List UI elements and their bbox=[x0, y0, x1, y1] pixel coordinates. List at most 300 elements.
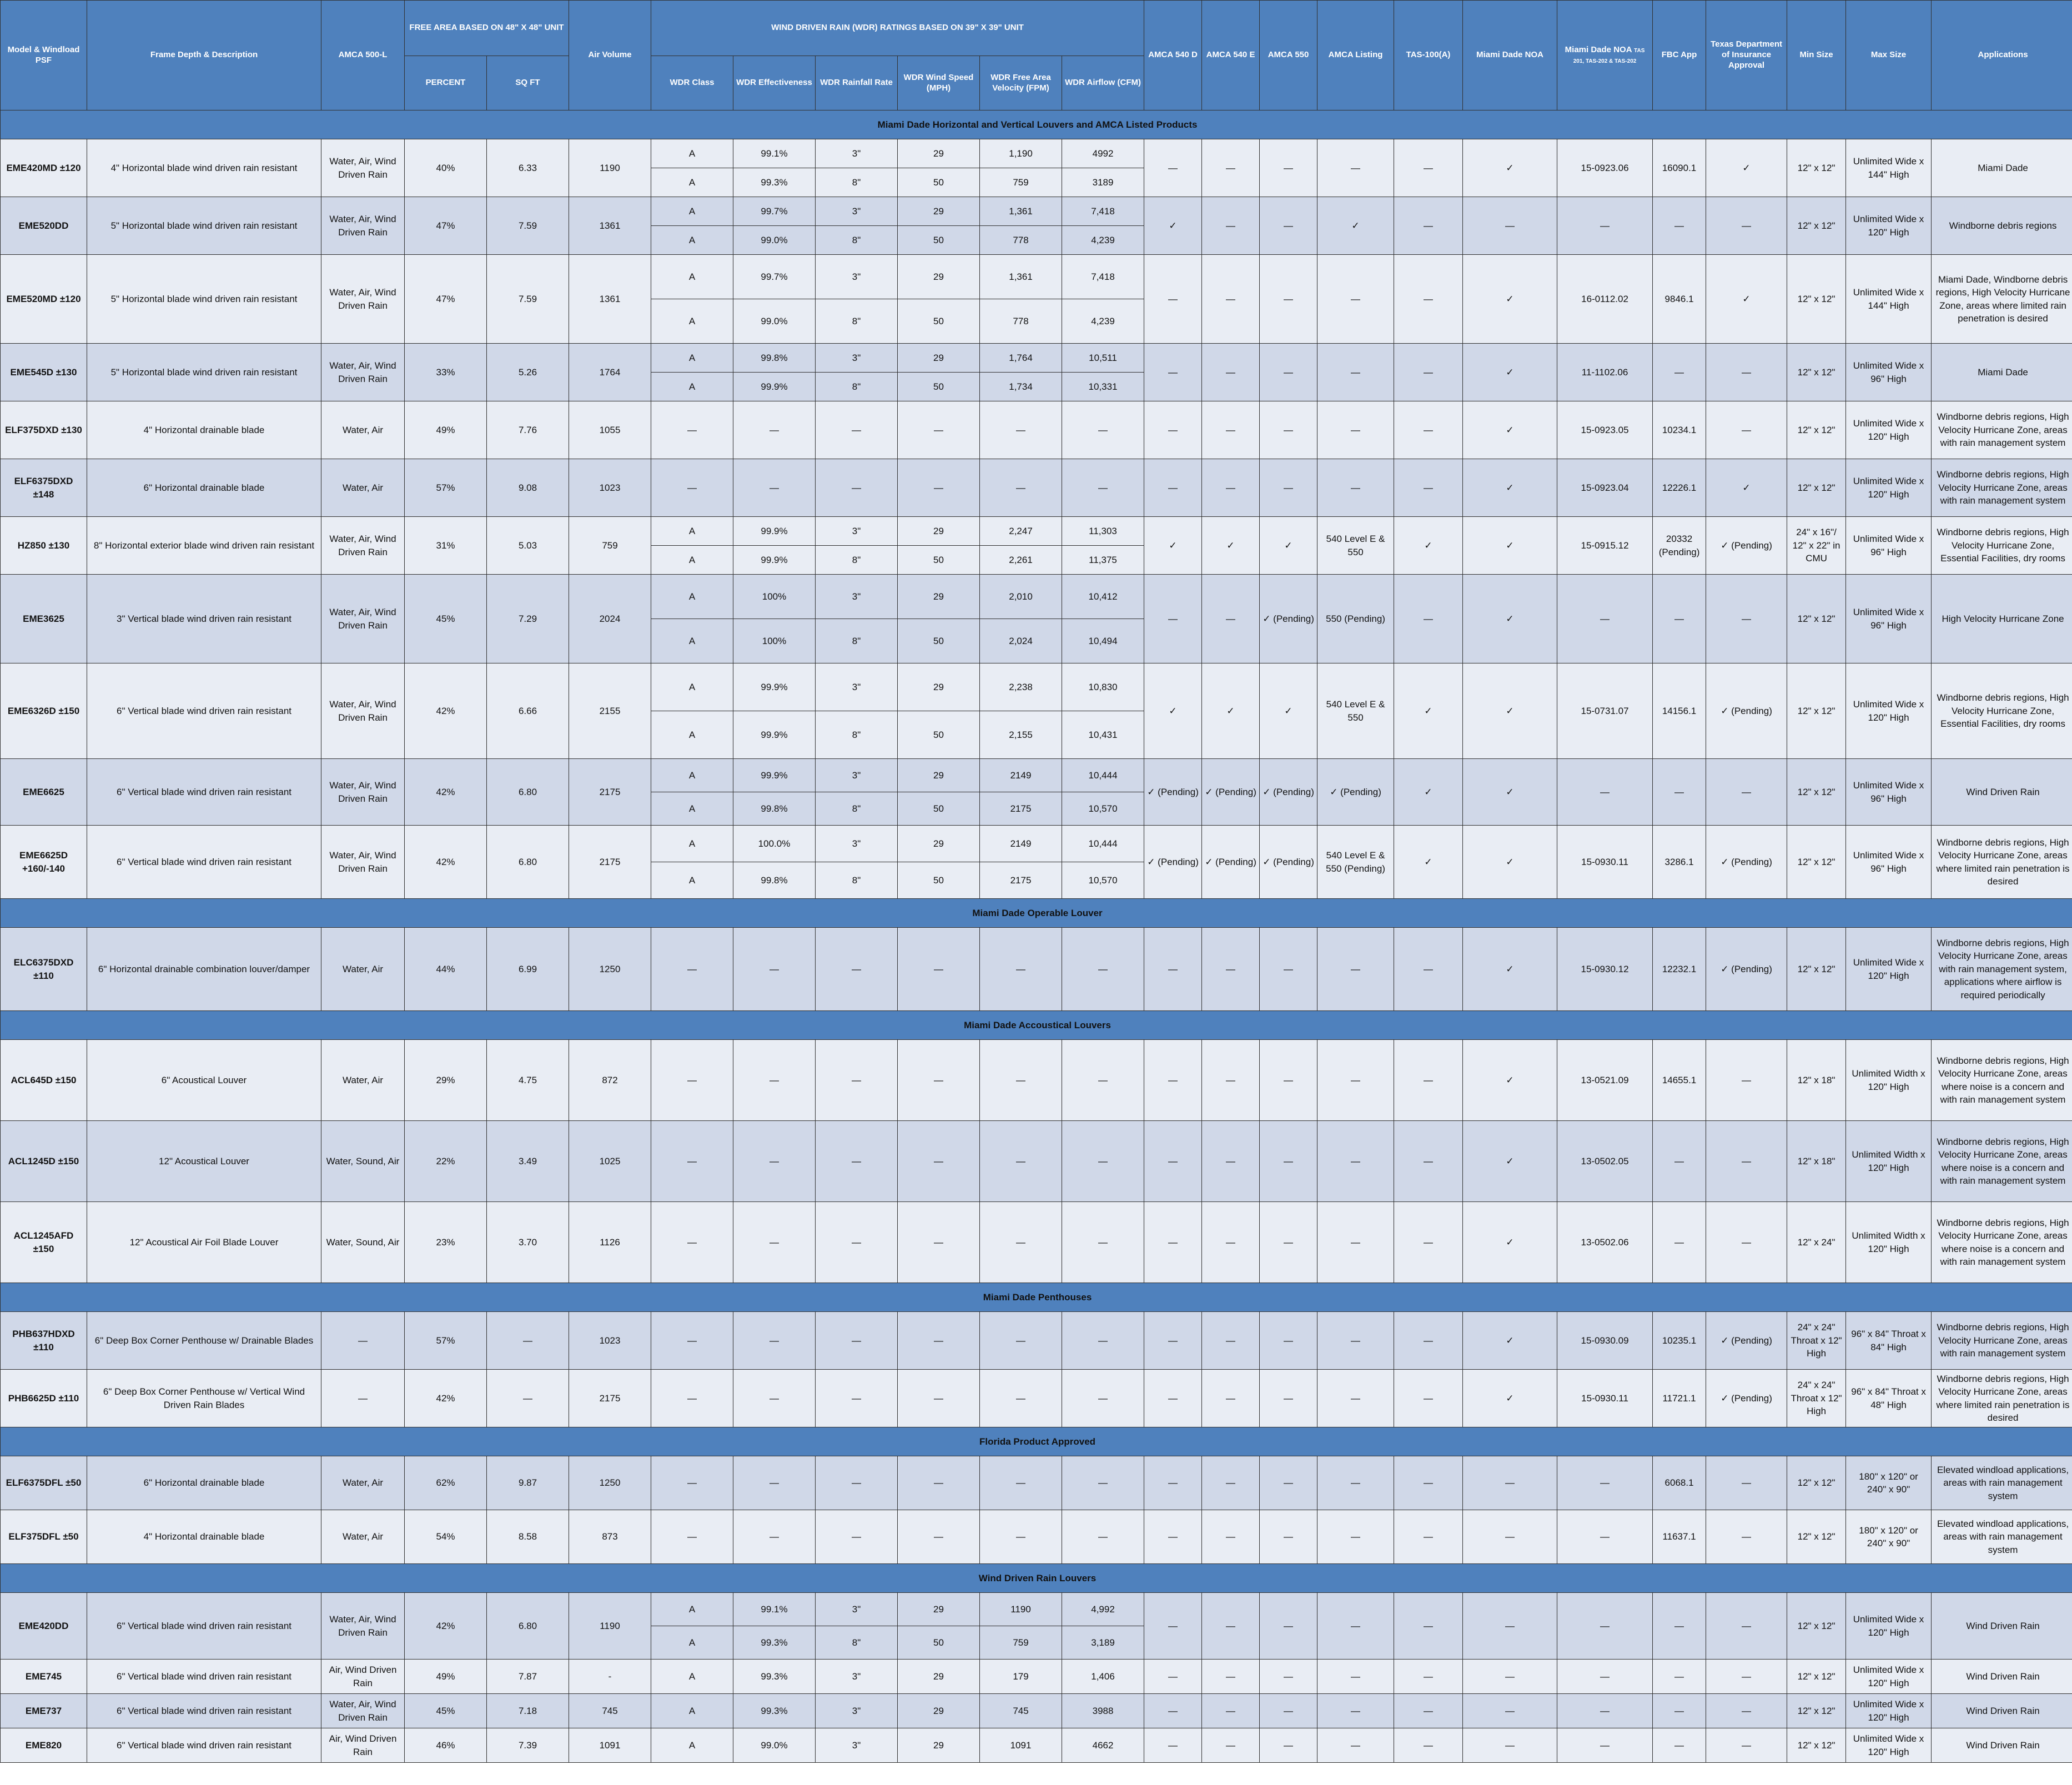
cell-noa: ✓ bbox=[1463, 663, 1557, 759]
cell-amca540d: ✓ bbox=[1144, 663, 1202, 759]
table-row bbox=[1, 1660, 2072, 1694]
cell-tdi: — bbox=[1706, 1510, 1787, 1564]
cell-amca540e: ✓ bbox=[1202, 663, 1260, 759]
cell-tdi: — bbox=[1706, 344, 1787, 401]
cell-wdr-class: A bbox=[651, 575, 733, 619]
cell-amca540d: ✓ (Pending) bbox=[1144, 759, 1202, 826]
cell-amca540d: — bbox=[1144, 139, 1202, 197]
cell-noa: ✓ bbox=[1463, 517, 1557, 575]
cell-tas100: — bbox=[1394, 401, 1463, 459]
cell-wdr-cfm: — bbox=[1062, 1370, 1144, 1427]
cell-max: 96" x 84" Throat x 48" High bbox=[1846, 1370, 1932, 1427]
cell-wdr-effectiveness: 99.9% bbox=[733, 711, 816, 759]
cell-amca500: — bbox=[321, 1312, 405, 1370]
cell-wdr-effectiveness: 99.9% bbox=[733, 759, 816, 792]
cell-tas100: — bbox=[1394, 928, 1463, 1011]
cell-air: 1361 bbox=[569, 197, 651, 255]
cell-wdr-class: — bbox=[651, 1121, 733, 1202]
cell-wdr-fpm: — bbox=[980, 928, 1062, 1011]
section-title: Miami Dade Penthouses bbox=[1, 1283, 2072, 1312]
cell-sqft: 5.26 bbox=[487, 344, 569, 401]
header-percent: PERCENT bbox=[405, 56, 487, 110]
cell-wdr-effectiveness: 99.9% bbox=[733, 517, 816, 546]
cell-wdr-cfm: 10,444 bbox=[1062, 759, 1144, 792]
cell-air: 2024 bbox=[569, 575, 651, 663]
cell-wdr-cfm: 7,418 bbox=[1062, 197, 1144, 226]
cell-wdr-cfm: 10,570 bbox=[1062, 792, 1144, 826]
section-row bbox=[1, 1011, 2072, 1040]
cell-amca540e: — bbox=[1202, 401, 1260, 459]
cell-fbc: — bbox=[1653, 1121, 1706, 1202]
cell-wdr-wind: — bbox=[898, 1510, 980, 1564]
cell-noa: ✓ bbox=[1463, 575, 1557, 663]
cell-sqft: 7.18 bbox=[487, 1694, 569, 1728]
cell-amca540e: — bbox=[1202, 1510, 1260, 1564]
cell-tas100: ✓ bbox=[1394, 826, 1463, 899]
cell-listing: ✓ bbox=[1317, 197, 1394, 255]
cell-wdr-rainfall: 8" bbox=[816, 299, 898, 344]
cell-frame: 4" Horizontal drainable blade bbox=[87, 401, 321, 459]
cell-noa: ✓ bbox=[1463, 344, 1557, 401]
header-md-noa: Miami Dade NOA bbox=[1463, 1, 1557, 110]
cell-wdr-rainfall: 3" bbox=[816, 344, 898, 373]
cell-percent: 40% bbox=[405, 139, 487, 197]
cell-amca540e: — bbox=[1202, 197, 1260, 255]
cell-amca550: — bbox=[1260, 344, 1317, 401]
cell-wdr-wind: 50 bbox=[898, 373, 980, 401]
cell-model: EME6625 bbox=[1, 759, 87, 826]
cell-wdr-effectiveness: 99.7% bbox=[733, 197, 816, 226]
cell-wdr-cfm: 10,331 bbox=[1062, 373, 1144, 401]
cell-max: 96" x 84" Throat x 84" High bbox=[1846, 1312, 1932, 1370]
cell-air: 1023 bbox=[569, 459, 651, 517]
cell-wdr-fpm: 1,734 bbox=[980, 373, 1062, 401]
cell-wdr-cfm: — bbox=[1062, 1312, 1144, 1370]
cell-wdr-fpm: 1190 bbox=[980, 1593, 1062, 1626]
cell-max: Unlimited Wide x 120" High bbox=[1846, 1660, 1932, 1694]
cell-wdr-class: — bbox=[651, 1040, 733, 1121]
cell-wdr-wind: 29 bbox=[898, 197, 980, 226]
cell-fbc: — bbox=[1653, 1593, 1706, 1660]
cell-listing: — bbox=[1317, 1593, 1394, 1660]
cell-amca540d: — bbox=[1144, 1312, 1202, 1370]
cell-wdr-wind: 29 bbox=[898, 517, 980, 546]
cell-percent: 54% bbox=[405, 1510, 487, 1564]
cell-frame: 6" Vertical blade wind driven rain resistant bbox=[87, 1694, 321, 1728]
cell-wdr-cfm: 10,494 bbox=[1062, 619, 1144, 663]
cell-sqft: 7.59 bbox=[487, 197, 569, 255]
cell-amca540e: ✓ bbox=[1202, 517, 1260, 575]
cell-wdr-fpm: — bbox=[980, 1510, 1062, 1564]
cell-max: 180" x 120" or 240" x 90" bbox=[1846, 1456, 1932, 1510]
cell-sqft: — bbox=[487, 1370, 569, 1427]
cell-amca540d: — bbox=[1144, 1040, 1202, 1121]
cell-wdr-effectiveness: — bbox=[733, 1456, 816, 1510]
table-row bbox=[1, 1593, 2072, 1626]
cell-wdr-wind: 29 bbox=[898, 1593, 980, 1626]
cell-amca500: Water, Air, Wind Driven Rain bbox=[321, 575, 405, 663]
cell-amca540d: — bbox=[1144, 1694, 1202, 1728]
cell-tdi: — bbox=[1706, 1121, 1787, 1202]
cell-frame: 12" Acoustical Louver bbox=[87, 1121, 321, 1202]
table-row bbox=[1, 1370, 2072, 1427]
cell-amca540d: — bbox=[1144, 1370, 1202, 1427]
cell-noa: ✓ bbox=[1463, 139, 1557, 197]
cell-wdr-cfm: 1,406 bbox=[1062, 1660, 1144, 1694]
cell-noa: ✓ bbox=[1463, 759, 1557, 826]
cell-amca500: Water, Air bbox=[321, 1510, 405, 1564]
cell-noa_tas: — bbox=[1557, 1510, 1653, 1564]
cell-listing: — bbox=[1317, 139, 1394, 197]
cell-percent: 45% bbox=[405, 1694, 487, 1728]
cell-noa: — bbox=[1463, 1694, 1557, 1728]
cell-noa_tas: — bbox=[1557, 759, 1653, 826]
cell-amca540e: ✓ (Pending) bbox=[1202, 759, 1260, 826]
cell-amca540e: — bbox=[1202, 1728, 1260, 1763]
cell-wdr-wind: 29 bbox=[898, 1660, 980, 1694]
cell-wdr-cfm: 10,511 bbox=[1062, 344, 1144, 373]
cell-amca540e: — bbox=[1202, 139, 1260, 197]
cell-apps: Wind Driven Rain bbox=[1932, 1694, 2072, 1728]
cell-wdr-wind: — bbox=[898, 928, 980, 1011]
header-applications: Applications bbox=[1932, 1, 2072, 110]
cell-amca540e: — bbox=[1202, 1202, 1260, 1283]
cell-wdr-rainfall: 3" bbox=[816, 517, 898, 546]
cell-wdr-wind: — bbox=[898, 1040, 980, 1121]
cell-amca540d: — bbox=[1144, 1121, 1202, 1202]
cell-apps: Windborne debris regions, High Velocity Hurricane Zone, areas where noise is a concern and with rain management system bbox=[1932, 1121, 2072, 1202]
cell-air: 1023 bbox=[569, 1312, 651, 1370]
header-wdr-group: WIND DRIVEN RAIN (WDR) RATINGS BASED ON 39" X 39" UNIT bbox=[651, 1, 1144, 56]
cell-noa: ✓ bbox=[1463, 928, 1557, 1011]
cell-apps: Wind Driven Rain bbox=[1932, 759, 2072, 826]
cell-wdr-cfm: 10,570 bbox=[1062, 862, 1144, 899]
cell-wdr-rainfall: 3" bbox=[816, 575, 898, 619]
cell-wdr-cfm: 10,444 bbox=[1062, 826, 1144, 862]
cell-wdr-fpm: — bbox=[980, 459, 1062, 517]
cell-amca550: — bbox=[1260, 1312, 1317, 1370]
cell-wdr-rainfall: 8" bbox=[816, 226, 898, 255]
cell-max: Unlimited Wide x 120" High bbox=[1846, 663, 1932, 759]
cell-wdr-effectiveness: 99.8% bbox=[733, 792, 816, 826]
cell-wdr-fpm: 759 bbox=[980, 1626, 1062, 1660]
cell-fbc: 12232.1 bbox=[1653, 928, 1706, 1011]
cell-min: 24" x 16"/ 12" x 22" in CMU bbox=[1787, 517, 1846, 575]
cell-model: EME520DD bbox=[1, 197, 87, 255]
cell-sqft: 7.29 bbox=[487, 575, 569, 663]
cell-sqft: 7.87 bbox=[487, 1660, 569, 1694]
cell-model: EME745 bbox=[1, 1660, 87, 1694]
cell-percent: 42% bbox=[405, 1370, 487, 1427]
cell-wdr-effectiveness: 99.3% bbox=[733, 1626, 816, 1660]
cell-amca540d: — bbox=[1144, 255, 1202, 344]
cell-frame: 6" Vertical blade wind driven rain resistant bbox=[87, 1660, 321, 1694]
cell-min: 12" x 12" bbox=[1787, 1510, 1846, 1564]
cell-noa: ✓ bbox=[1463, 459, 1557, 517]
cell-wdr-wind: 29 bbox=[898, 1728, 980, 1763]
cell-wdr-fpm: 2149 bbox=[980, 759, 1062, 792]
header-amca550: AMCA 550 bbox=[1260, 1, 1317, 110]
cell-amca540d: — bbox=[1144, 1593, 1202, 1660]
cell-sqft: 6.80 bbox=[487, 759, 569, 826]
cell-wdr-effectiveness: 99.8% bbox=[733, 862, 816, 899]
cell-wdr-wind: 29 bbox=[898, 663, 980, 711]
cell-min: 12" x 18" bbox=[1787, 1121, 1846, 1202]
cell-wdr-fpm: 2,024 bbox=[980, 619, 1062, 663]
cell-wdr-class: A bbox=[651, 1660, 733, 1694]
cell-wdr-wind: — bbox=[898, 459, 980, 517]
cell-tas100: — bbox=[1394, 1593, 1463, 1660]
cell-min: 12" x 12" bbox=[1787, 401, 1846, 459]
cell-wdr-fpm: — bbox=[980, 401, 1062, 459]
cell-apps: Windborne debris regions, High Velocity Hurricane Zone, areas with rain management system bbox=[1932, 401, 2072, 459]
cell-amca540e: — bbox=[1202, 344, 1260, 401]
cell-sqft: 6.80 bbox=[487, 1593, 569, 1660]
cell-noa_tas: — bbox=[1557, 575, 1653, 663]
cell-wdr-effectiveness: — bbox=[733, 1510, 816, 1564]
cell-min: 12" x 18" bbox=[1787, 1040, 1846, 1121]
cell-wdr-effectiveness: — bbox=[733, 1370, 816, 1427]
cell-tdi: — bbox=[1706, 1202, 1787, 1283]
cell-max: Unlimited Wide x 120" High bbox=[1846, 1694, 1932, 1728]
cell-tdi: — bbox=[1706, 1456, 1787, 1510]
cell-air: 873 bbox=[569, 1510, 651, 1564]
header-free-area: FREE AREA BASED ON 48" X 48" UNIT bbox=[405, 1, 569, 56]
cell-listing: — bbox=[1317, 1370, 1394, 1427]
cell-wdr-class: A bbox=[651, 759, 733, 792]
cell-min: 12" x 12" bbox=[1787, 759, 1846, 826]
cell-percent: 22% bbox=[405, 1121, 487, 1202]
table-row bbox=[1, 1510, 2072, 1564]
cell-wdr-effectiveness: 99.9% bbox=[733, 546, 816, 575]
cell-wdr-effectiveness: 99.8% bbox=[733, 344, 816, 373]
cell-sqft: — bbox=[487, 1312, 569, 1370]
cell-apps: Windborne debris regions, High Velocity Hurricane Zone, areas with rain management system, applications where airflow is required periodically bbox=[1932, 928, 2072, 1011]
cell-max: Unlimited Wide x 96" High bbox=[1846, 826, 1932, 899]
cell-wdr-class: A bbox=[651, 1593, 733, 1626]
cell-tdi: ✓ bbox=[1706, 459, 1787, 517]
cell-noa_tas: 15-0915.12 bbox=[1557, 517, 1653, 575]
cell-amca500: Water, Air, Wind Driven Rain bbox=[321, 517, 405, 575]
cell-wdr-rainfall: 3" bbox=[816, 255, 898, 299]
cell-wdr-wind: — bbox=[898, 1312, 980, 1370]
cell-apps: Miami Dade, Windborne debris regions, High Velocity Hurricane Zone, areas where limited rain penetration is desired bbox=[1932, 255, 2072, 344]
cell-sqft: 7.76 bbox=[487, 401, 569, 459]
cell-wdr-wind: 50 bbox=[898, 299, 980, 344]
section-row bbox=[1, 110, 2072, 139]
header-wdr-fpm: WDR Free Area Velocity (FPM) bbox=[980, 56, 1062, 110]
cell-wdr-wind: 29 bbox=[898, 1694, 980, 1728]
cell-model: EME420DD bbox=[1, 1593, 87, 1660]
cell-model: ELC6375DXD ±110 bbox=[1, 928, 87, 1011]
cell-listing: — bbox=[1317, 1121, 1394, 1202]
cell-wdr-fpm: 1,764 bbox=[980, 344, 1062, 373]
cell-model: EME820 bbox=[1, 1728, 87, 1763]
cell-tdi: — bbox=[1706, 197, 1787, 255]
cell-wdr-effectiveness: 99.1% bbox=[733, 139, 816, 168]
cell-amca500: Water, Air bbox=[321, 928, 405, 1011]
cell-tas100: — bbox=[1394, 1456, 1463, 1510]
cell-apps: Windborne debris regions, High Velocity Hurricane Zone, areas with rain management system bbox=[1932, 459, 2072, 517]
cell-sqft: 6.80 bbox=[487, 826, 569, 899]
cell-amca540e: — bbox=[1202, 575, 1260, 663]
cell-percent: 57% bbox=[405, 459, 487, 517]
cell-percent: 44% bbox=[405, 928, 487, 1011]
cell-wdr-rainfall: — bbox=[816, 401, 898, 459]
cell-amca550: — bbox=[1260, 197, 1317, 255]
section-row bbox=[1, 1427, 2072, 1456]
cell-amca500: Water, Air, Wind Driven Rain bbox=[321, 1593, 405, 1660]
cell-wdr-fpm: 2175 bbox=[980, 792, 1062, 826]
cell-amca500: Air, Wind Driven Rain bbox=[321, 1728, 405, 1763]
cell-air: 1764 bbox=[569, 344, 651, 401]
cell-percent: 31% bbox=[405, 517, 487, 575]
table-row bbox=[1, 1040, 2072, 1121]
cell-wdr-effectiveness: — bbox=[733, 928, 816, 1011]
cell-amca500: Water, Air, Wind Driven Rain bbox=[321, 663, 405, 759]
cell-tdi: ✓ bbox=[1706, 139, 1787, 197]
cell-noa_tas: — bbox=[1557, 1694, 1653, 1728]
cell-noa: — bbox=[1463, 1660, 1557, 1694]
cell-wdr-rainfall: 8" bbox=[816, 792, 898, 826]
cell-wdr-effectiveness: — bbox=[733, 1312, 816, 1370]
cell-air: 872 bbox=[569, 1040, 651, 1121]
cell-tas100: — bbox=[1394, 1728, 1463, 1763]
cell-wdr-cfm: — bbox=[1062, 928, 1144, 1011]
cell-fbc: 12226.1 bbox=[1653, 459, 1706, 517]
header-md-noa-tas-small: TAS 201, TAS-202 & TAS-202 bbox=[1573, 47, 1645, 64]
cell-wdr-effectiveness: 99.0% bbox=[733, 1728, 816, 1763]
cell-air: 1091 bbox=[569, 1728, 651, 1763]
header-min-size: Min Size bbox=[1787, 1, 1846, 110]
cell-wdr-cfm: — bbox=[1062, 1202, 1144, 1283]
cell-sqft: 9.08 bbox=[487, 459, 569, 517]
cell-frame: 5" Horizontal blade wind driven rain resistant bbox=[87, 255, 321, 344]
cell-noa: ✓ bbox=[1463, 1202, 1557, 1283]
table-row bbox=[1, 928, 2072, 1011]
cell-wdr-class: — bbox=[651, 401, 733, 459]
cell-amca550: — bbox=[1260, 1694, 1317, 1728]
cell-wdr-wind: — bbox=[898, 1456, 980, 1510]
cell-wdr-wind: 29 bbox=[898, 759, 980, 792]
section-row bbox=[1, 1564, 2072, 1593]
cell-tas100: ✓ bbox=[1394, 759, 1463, 826]
cell-apps: Miami Dade bbox=[1932, 344, 2072, 401]
cell-wdr-rainfall: 3" bbox=[816, 1694, 898, 1728]
cell-max: Unlimited Width x 120" High bbox=[1846, 1202, 1932, 1283]
cell-amca540e: — bbox=[1202, 1040, 1260, 1121]
header-amca540e: AMCA 540 E bbox=[1202, 1, 1260, 110]
cell-wdr-class: A bbox=[651, 226, 733, 255]
cell-min: 12" x 12" bbox=[1787, 197, 1846, 255]
cell-air: 1250 bbox=[569, 928, 651, 1011]
cell-amca550: — bbox=[1260, 1121, 1317, 1202]
header-amca500: AMCA 500-L bbox=[321, 1, 405, 110]
cell-amca550: — bbox=[1260, 1456, 1317, 1510]
header-wdr-wind: WDR Wind Speed (MPH) bbox=[898, 56, 980, 110]
cell-air: 2175 bbox=[569, 759, 651, 826]
cell-listing: — bbox=[1317, 1660, 1394, 1694]
cell-model: ACL645D ±150 bbox=[1, 1040, 87, 1121]
cell-amca540d: — bbox=[1144, 1456, 1202, 1510]
cell-tdi: ✓ (Pending) bbox=[1706, 928, 1787, 1011]
cell-listing: — bbox=[1317, 1510, 1394, 1564]
table-row bbox=[1, 663, 2072, 711]
cell-noa_tas: — bbox=[1557, 197, 1653, 255]
cell-wdr-rainfall: 3" bbox=[816, 759, 898, 792]
cell-wdr-wind: 29 bbox=[898, 826, 980, 862]
cell-amca540d: ✓ bbox=[1144, 197, 1202, 255]
table-body bbox=[1, 110, 2072, 1763]
cell-fbc: 14655.1 bbox=[1653, 1040, 1706, 1121]
cell-model: PHB6625D ±110 bbox=[1, 1370, 87, 1427]
cell-wdr-rainfall: — bbox=[816, 459, 898, 517]
cell-percent: 62% bbox=[405, 1456, 487, 1510]
cell-amca500: Water, Air, Wind Driven Rain bbox=[321, 197, 405, 255]
cell-wdr-cfm: — bbox=[1062, 1510, 1144, 1564]
cell-noa_tas: 15-0930.11 bbox=[1557, 826, 1653, 899]
cell-amca540d: — bbox=[1144, 575, 1202, 663]
cell-min: 12" x 12" bbox=[1787, 1660, 1846, 1694]
header-sqft: SQ FT bbox=[487, 56, 569, 110]
cell-model: PHB637HDXD ±110 bbox=[1, 1312, 87, 1370]
cell-tdi: — bbox=[1706, 575, 1787, 663]
cell-amca550: — bbox=[1260, 1660, 1317, 1694]
cell-apps: Wind Driven Rain bbox=[1932, 1660, 2072, 1694]
cell-fbc: — bbox=[1653, 1728, 1706, 1763]
cell-wdr-class: A bbox=[651, 546, 733, 575]
cell-air: 1361 bbox=[569, 255, 651, 344]
cell-frame: 3" Vertical blade wind driven rain resistant bbox=[87, 575, 321, 663]
cell-min: 12" x 12" bbox=[1787, 1456, 1846, 1510]
cell-min: 12" x 12" bbox=[1787, 344, 1846, 401]
cell-wdr-effectiveness: 100.0% bbox=[733, 826, 816, 862]
cell-fbc: — bbox=[1653, 1202, 1706, 1283]
cell-apps: Wind Driven Rain bbox=[1932, 1728, 2072, 1763]
cell-apps: High Velocity Hurricane Zone bbox=[1932, 575, 2072, 663]
cell-percent: 42% bbox=[405, 759, 487, 826]
cell-model: HZ850 ±130 bbox=[1, 517, 87, 575]
section-row bbox=[1, 899, 2072, 928]
cell-max: 180" x 120" or 240" x 90" bbox=[1846, 1510, 1932, 1564]
cell-max: Unlimited Wide x 96" High bbox=[1846, 517, 1932, 575]
table-row bbox=[1, 1456, 2072, 1510]
cell-percent: 49% bbox=[405, 401, 487, 459]
cell-wdr-rainfall: 3" bbox=[816, 1660, 898, 1694]
cell-wdr-fpm: 2,247 bbox=[980, 517, 1062, 546]
cell-wdr-rainfall: — bbox=[816, 1456, 898, 1510]
cell-amca540e: ✓ (Pending) bbox=[1202, 826, 1260, 899]
cell-frame: 6" Horizontal drainable combination louver/damper bbox=[87, 928, 321, 1011]
cell-amca540e: — bbox=[1202, 255, 1260, 344]
cell-fbc: 9846.1 bbox=[1653, 255, 1706, 344]
cell-wdr-fpm: — bbox=[980, 1456, 1062, 1510]
cell-noa_tas: — bbox=[1557, 1728, 1653, 1763]
cell-amca540e: — bbox=[1202, 459, 1260, 517]
table-row bbox=[1, 139, 2072, 168]
header-wdr-rainfall: WDR Rainfall Rate bbox=[816, 56, 898, 110]
cell-apps: Miami Dade bbox=[1932, 139, 2072, 197]
cell-tdi: ✓ (Pending) bbox=[1706, 1370, 1787, 1427]
section-title: Miami Dade Accoustical Louvers bbox=[1, 1011, 2072, 1040]
cell-tas100: — bbox=[1394, 575, 1463, 663]
cell-wdr-rainfall: — bbox=[816, 928, 898, 1011]
cell-tdi: — bbox=[1706, 401, 1787, 459]
cell-noa_tas: — bbox=[1557, 1660, 1653, 1694]
cell-wdr-cfm: 4,239 bbox=[1062, 226, 1144, 255]
cell-tdi: — bbox=[1706, 759, 1787, 826]
cell-amca540e: — bbox=[1202, 1121, 1260, 1202]
